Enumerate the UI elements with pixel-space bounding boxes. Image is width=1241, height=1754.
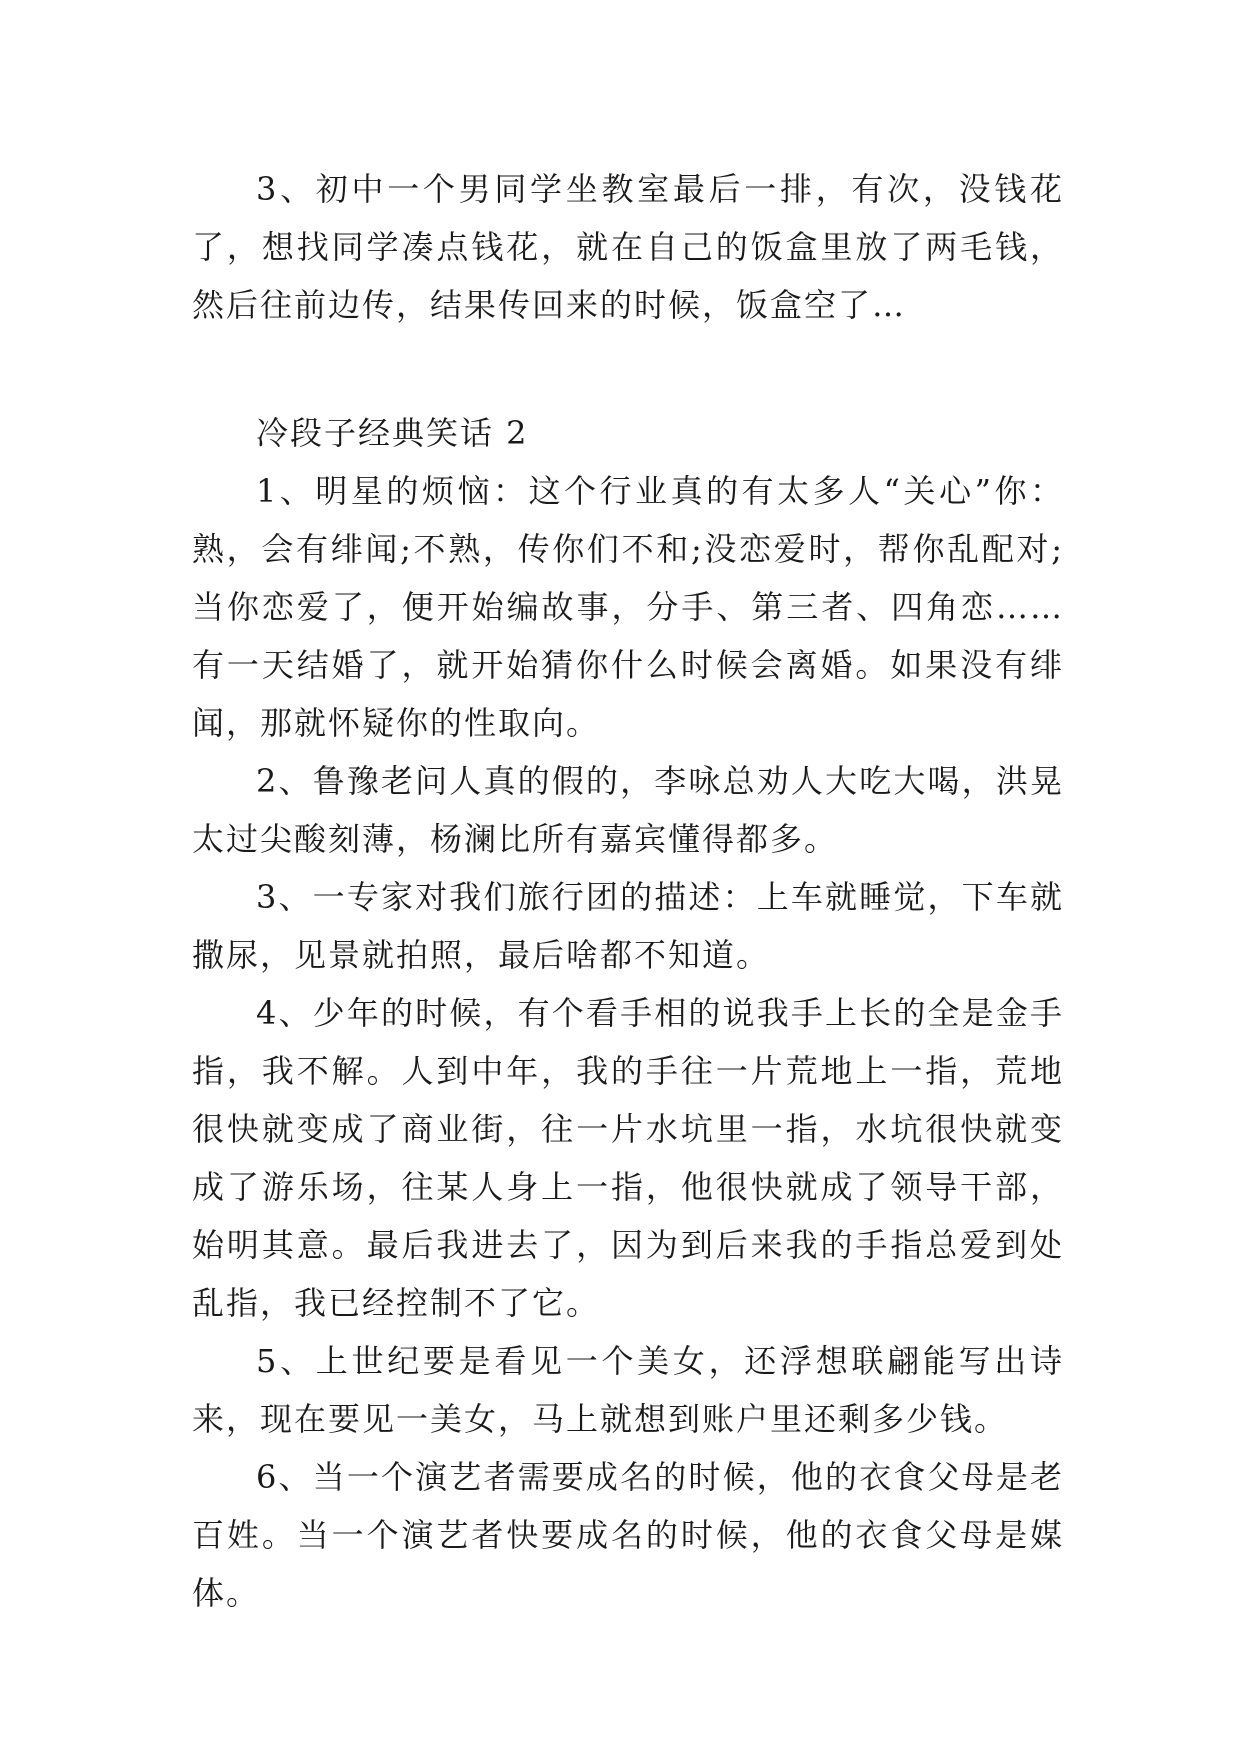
joke-paragraph-5: 5、上世纪要是看见一个美女，还浮想联翩能写出诗来，现在要见一美女，马上就想到账户里还剩多少钱。 — [192, 1342, 1064, 1438]
section-heading: 冷段子经典笑话 2 — [256, 414, 529, 452]
intro-paragraph: 3、初中一个男同学坐教室最后一排，有次，没钱花了，想找同学凑点钱花，就在自己的饭盒里放了两毛钱，然后往前边传，结果传回来的时候，饭盒空了… — [192, 170, 1064, 324]
joke-paragraph-1: 1、明星的烦恼：这个行业真的有太多人“关心”你：熟，会有绯闻;不熟，传你们不和;没恋爱时，帮你乱配对;当你恋爱了，便开始编故事，分手、第三者、四角恋……有一天结婚了，就开始猜你什么时候会离婚。如果没有绯闻，那就怀疑你的性取向。 — [192, 472, 1064, 742]
joke-paragraph-6: 6、当一个演艺者需要成名的时候，他的衣食父母是老百姓。当一个演艺者快要成名的时候，他的衣食父母是媒体。 — [192, 1458, 1064, 1612]
joke-paragraph-2: 2、鲁豫老问人真的假的，李咏总劝人大吃大喝，洪晃太过尖酸刻薄，杨澜比所有嘉宾懂得都多。 — [192, 762, 1064, 858]
joke-paragraph-4: 4、少年的时候，有个看手相的说我手上长的全是金手指，我不解。人到中年，我的手往一片荒地上一指，荒地很快就变成了商业街，往一片水坑里一指，水坑很快就变成了游乐场，往某人身上一指，他很快就成了领导干部，始明其意。最后我进去了，因为到后来我的手指总爱到处乱指，我已经控制不了它。 — [192, 994, 1064, 1322]
section-spacer — [192, 334, 1064, 404]
joke-paragraph-3: 3、一专家对我们旅行团的描述：上车就睡觉，下车就撒尿，见景就拍照，最后啥都不知道。 — [192, 878, 1064, 974]
document-body — [192, 160, 1064, 1622]
